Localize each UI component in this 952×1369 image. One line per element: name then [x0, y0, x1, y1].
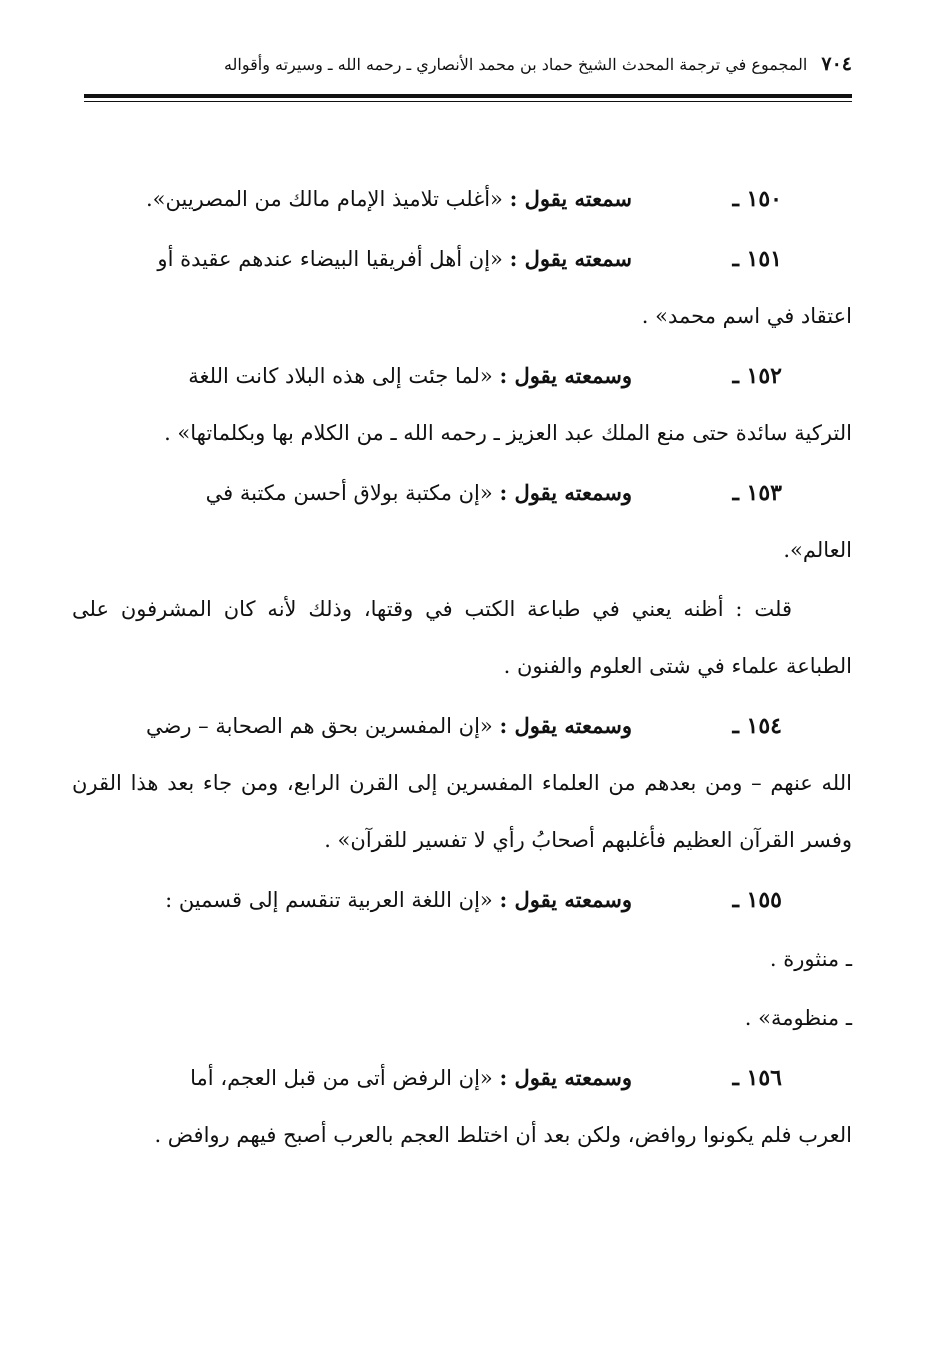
running-header — [80, 44, 852, 84]
entry-lead: وسمعته يقول : — [499, 713, 632, 738]
entry-lead: وسمعته يقول : — [499, 1065, 632, 1090]
header-rule-thin — [84, 101, 852, 102]
entry-number: ١٥٢ ـ — [732, 363, 782, 389]
list-item: ـ منظومة» . — [744, 1006, 852, 1030]
entry-text: «إن اللغة العربية تنقسم إلى قسمين : — [165, 888, 493, 912]
body-text — [72, 170, 852, 1166]
entry-number: ١٥١ ـ — [732, 246, 782, 272]
header-title: المجموع في ترجمة المحدث الشيخ حماد بن محمد الأنصاري ـ رحمه الله ـ وسيرته وأقواله — [223, 54, 808, 74]
entry-text: «إن الرفض أتى من قبل العجم، أما — [190, 1066, 493, 1090]
entry-153 — [72, 464, 852, 579]
entry-text: «إن المفسرين بحق هم الصحابة – رضي — [146, 714, 493, 738]
entry-156 — [72, 1049, 852, 1164]
page-number: ٧٠٤ — [821, 53, 852, 75]
entry-lead: سمعته يقول : — [509, 186, 632, 211]
entry-number: ١٥٠ ـ — [732, 186, 782, 212]
entry-continuation: العالم». — [783, 538, 852, 562]
entry-continuation: اعتقاد في اسم محمد» . — [641, 304, 852, 328]
entry-lead: وسمعته يقول : — [499, 363, 632, 388]
editor-note: قلت : أظنه يعني في طباعة الكتب في وقتها، وذلك لأنه كان المشرفون على الطباعة علماء في شتى العلوم والفنون . — [72, 597, 852, 678]
entry-152 — [72, 347, 852, 462]
entry-155 — [72, 871, 852, 929]
entry-number: ١٥٦ ـ — [732, 1065, 782, 1091]
entry-text: «إن مكتبة بولاق أحسن مكتبة في — [205, 481, 493, 505]
entry-text: «أغلب تلاميذ الإمام مالك من المصريين». — [145, 187, 503, 211]
entry-lead: وسمعته يقول : — [499, 887, 632, 912]
entry-text: «إن أهل أفريقيا البيضاء عندهم عقيدة أو — [157, 247, 503, 271]
entry-lead: وسمعته يقول : — [499, 480, 632, 505]
entry-151 — [72, 230, 852, 345]
entry-continuation: التركية سائدة حتى منع الملك عبد العزيز ـ رحمه الله ـ من الكلام بها وبكلماتها» . — [164, 421, 852, 445]
entry-154 — [72, 697, 852, 869]
entry-150 — [72, 170, 852, 228]
list-item: ـ منثورة . — [769, 947, 852, 971]
entry-number: ١٥٥ ـ — [732, 887, 782, 913]
entry-number: ١٥٤ ـ — [732, 713, 782, 739]
entry-continuation: العرب فلم يكونوا روافض، ولكن بعد أن اختلط العجم بالعرب أصبح فيهم روافض . — [154, 1123, 852, 1147]
entry-number: ١٥٣ ـ — [732, 480, 782, 506]
header-rule-thick — [84, 94, 852, 98]
entry-continuation: الله عنهم – ومن بعدهم من العلماء المفسرين إلى القرن الرابع، ومن جاء بعد هذا القرن وفسر القرآن العظيم فأغلبهم أصحابُ رأي لا تفسير للقرآن» . — [72, 771, 852, 852]
entry-text: «لما جئت إلى هذه البلاد كانت اللغة — [188, 364, 493, 388]
entry-lead: سمعته يقول : — [509, 246, 632, 271]
